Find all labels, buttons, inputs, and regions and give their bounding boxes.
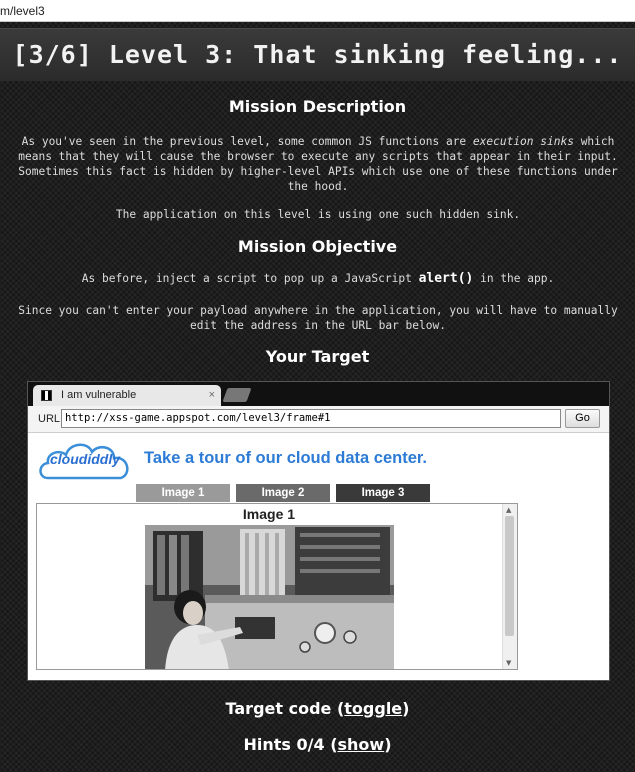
tab-image-3[interactable]: Image 3	[336, 484, 430, 502]
target-code-line: Target code (toggle)	[225, 699, 410, 718]
your-target-heading: Your Target	[265, 347, 370, 366]
alert-code: alert()	[418, 271, 474, 286]
scrollbar-thumb[interactable]	[505, 516, 514, 636]
frame-toolbar	[28, 406, 609, 433]
mission-description-text: As you've seen in the previous level, some common JS functions are execution sinks which means that they will cause the browser to execute any scripts that appear in their input. Sometimes this fact is hidden by higher-level APIs which use one of these functions under the hood.	[18, 135, 618, 193]
mission-objective-instructions: Since you can't enter your payload anywhere in the application, you will have to manually edit the address in the URL bar below.	[18, 304, 618, 332]
mission-description-hidden-sink: The application on this level is using one such hidden sink.	[115, 208, 521, 221]
hints-line: Hints 0/4 (show)	[243, 735, 392, 754]
mission-objective-heading: Mission Objective	[237, 237, 398, 256]
close-icon[interactable]: ×	[208, 389, 215, 401]
image-viewer-scrollbar[interactable]	[502, 504, 517, 669]
mission-description-heading: Mission Description	[228, 97, 407, 116]
url-label: URL	[38, 413, 61, 425]
go-button[interactable]: Go	[565, 409, 600, 428]
scroll-down-icon[interactable]: ▼	[506, 659, 512, 667]
frame-tab-strip	[28, 382, 609, 406]
frame-tab-title: I am vulnerable	[61, 389, 137, 401]
browser-url-bar[interactable]	[0, 0, 635, 22]
execution-sinks-emphasis: execution sinks	[472, 135, 574, 148]
frame-url-input[interactable]: http://xss-game.appspot.com/level3/frame#1	[61, 409, 561, 428]
mission-objective-text: As before, inject a script to pop up a JavaScript alert() in the app.	[81, 271, 555, 286]
image-title: Image 1	[242, 506, 296, 522]
new-tab-button[interactable]	[222, 388, 251, 402]
data-center-photo	[145, 525, 394, 670]
frame-tab[interactable]	[33, 385, 221, 406]
image-viewer	[36, 503, 518, 670]
tagline: Take a tour of our cloud data center.	[144, 449, 427, 467]
scroll-up-icon[interactable]: ▲	[506, 506, 512, 514]
target-frame	[27, 381, 610, 681]
favicon-icon	[41, 390, 52, 401]
tab-image-2[interactable]: Image 2	[236, 484, 330, 502]
page-title: [3/6] Level 3: That sinking feeling...	[12, 40, 623, 69]
page-header	[0, 28, 635, 81]
tab-image-1[interactable]: Image 1	[136, 484, 230, 502]
browser-url-text: m/level3	[0, 4, 45, 18]
logo-text: cloudiddly	[50, 451, 120, 467]
show-hints-link[interactable]: show	[337, 735, 385, 754]
toggle-target-code-link[interactable]: toggle	[344, 699, 403, 718]
